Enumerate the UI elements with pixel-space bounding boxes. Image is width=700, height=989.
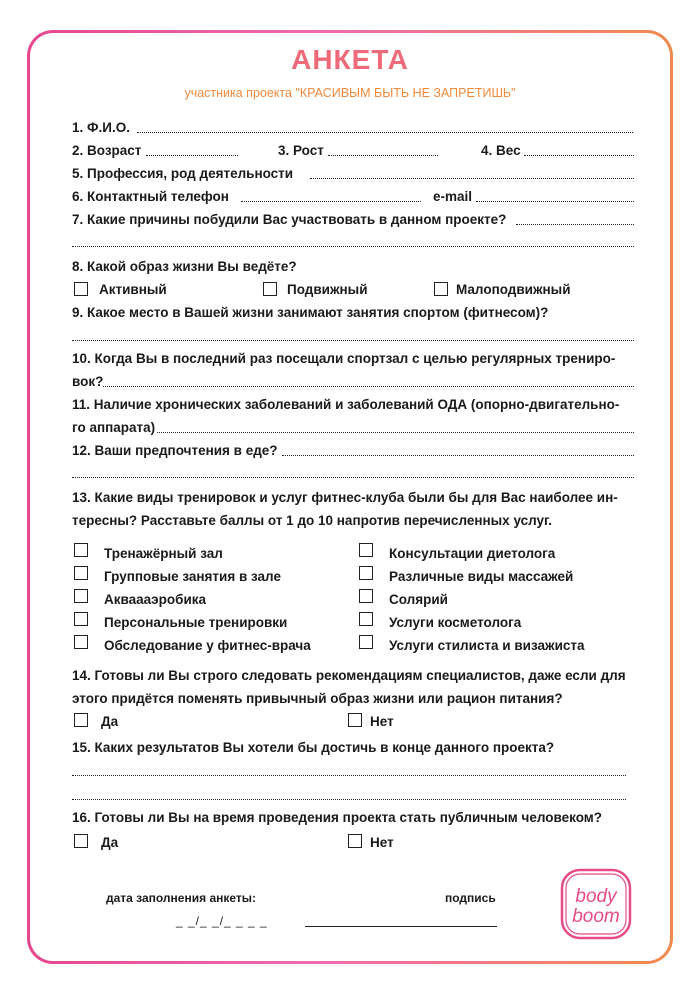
q7-label: 7. Какие причины побудили Вас участвовать в данном проекте? (72, 212, 507, 227)
q13-label-2: тересны? Расставьте баллы от 1 до 10 напротив перечисленных услуг. (72, 513, 553, 528)
q8-active-label: Активный (99, 282, 167, 297)
email-field[interactable] (476, 201, 634, 202)
q15-field-2[interactable] (72, 799, 626, 800)
q14-yes-checkbox[interactable] (74, 713, 88, 727)
weight-field[interactable] (524, 155, 634, 156)
q13-massage-checkbox[interactable] (359, 566, 373, 580)
q13-doctor-label: Обследование у фитнес-врача (104, 638, 311, 653)
page-title: АНКЕТА (291, 44, 409, 75)
age-field[interactable] (146, 155, 238, 156)
q14-no-label: Нет (370, 714, 394, 729)
q14-label-1: 14. Готовы ли Вы строго следовать рекомендациям специалистов, даже если для (72, 668, 626, 683)
q13-label-1: 13. Какие виды тренировок и услуг фитнес-клуба были бы для Вас наиболее ин- (72, 490, 618, 505)
q7-field-1[interactable] (516, 224, 634, 225)
q11-label-1: 11. Наличие хронических заболеваний и заболеваний ОДА (опорно-двигательно- (72, 397, 620, 412)
q12-field-2[interactable] (72, 477, 634, 478)
q16-label: 16. Готовы ли Вы на время проведения проекта стать публичным человеком? (72, 810, 603, 825)
date-label: дата заполнения анкеты: (106, 891, 257, 905)
fio-label: 1. Ф.И.О. (72, 120, 130, 135)
q13-personal-checkbox[interactable] (74, 612, 88, 626)
q13-massage-label: Различные виды массажей (389, 569, 574, 584)
page-subtitle: участника проекта "КРАСИВЫМ БЫТЬ НЕ ЗАПРЕТИШЬ" (184, 86, 516, 100)
q14-yes-label: Да (101, 714, 119, 729)
q16-no-label: Нет (370, 835, 394, 850)
q13-aqua-checkbox[interactable] (74, 589, 88, 603)
age-label: 2. Возраст (72, 143, 142, 158)
q12-label: 12. Ваши предпочтения в еде? (72, 443, 278, 458)
q13-gym-label: Тренажёрный зал (104, 546, 223, 561)
q12-field-1[interactable] (282, 455, 634, 456)
q14-no-checkbox[interactable] (348, 713, 362, 727)
q11-field[interactable] (157, 432, 634, 433)
q8-sedentary-checkbox[interactable] (434, 282, 448, 296)
q13-cosmetology-label: Услуги косметолога (389, 615, 522, 630)
q13-aqua-label: Акваааэробика (104, 592, 207, 607)
q8-mobile-label: Подвижный (287, 282, 368, 297)
q8-label: 8. Какой образ жизни Вы ведёте? (72, 259, 297, 274)
q8-mobile-checkbox[interactable] (263, 282, 277, 296)
signature-field[interactable] (305, 926, 497, 927)
q10-label-1: 10. Когда Вы в последний раз посещали спортзал с целью регулярных трениро- (72, 351, 616, 366)
q13-stylist-checkbox[interactable] (359, 635, 373, 649)
q9-label: 9. Какое место в Вашей жизни занимают занятия спортом (фитнесом)? (72, 305, 549, 320)
q13-doctor-checkbox[interactable] (74, 635, 88, 649)
logo-text-body: body (575, 886, 617, 907)
profession-label: 5. Профессия, род деятельности (72, 166, 294, 181)
q13-diet-label: Консультации диетолога (389, 546, 556, 561)
q13-solarium-label: Солярий (389, 592, 448, 607)
profession-field[interactable] (310, 178, 634, 179)
q13-solarium-checkbox[interactable] (359, 589, 373, 603)
q16-yes-label: Да (101, 835, 119, 850)
height-field[interactable] (328, 155, 438, 156)
signature-label: подпись (445, 891, 496, 905)
q8-active-checkbox[interactable] (74, 282, 88, 296)
q11-label-2: го аппарата) (72, 420, 156, 435)
q13-diet-checkbox[interactable] (359, 543, 373, 557)
phone-field[interactable] (241, 201, 421, 202)
q15-field-1[interactable] (72, 775, 626, 776)
q7-field-2[interactable] (72, 246, 634, 247)
date-field[interactable]: _ _/_ _/_ _ _ _ (176, 914, 268, 928)
q14-label-2: этого придётся поменять привычный образ жизни или рацион питания? (72, 691, 563, 706)
q13-gym-checkbox[interactable] (74, 543, 88, 557)
q13-cosmetology-checkbox[interactable] (359, 612, 373, 626)
q13-group-label: Групповые занятия в зале (104, 569, 281, 584)
q9-field[interactable] (72, 340, 634, 341)
weight-label: 4. Вес (481, 143, 521, 158)
q8-sedentary-label: Малоподвижный (456, 282, 571, 297)
q16-no-checkbox[interactable] (348, 834, 362, 848)
q16-yes-checkbox[interactable] (74, 834, 88, 848)
height-label: 3. Рост (278, 143, 324, 158)
q10-field[interactable] (103, 386, 634, 387)
email-label: e-mail (433, 189, 473, 204)
q10-label-2: вок? (72, 374, 104, 389)
q15-label: 15. Каких результатов Вы хотели бы достичь в конце данного проекта? (72, 740, 555, 755)
q13-stylist-label: Услуги стилиста и визажиста (389, 638, 585, 653)
q13-personal-label: Персональные тренировки (104, 615, 288, 630)
fio-field[interactable] (137, 132, 633, 133)
phone-label: 6. Контактный телефон (72, 189, 229, 204)
logo-text-boom: boom (572, 906, 620, 927)
bodyboom-logo (560, 868, 632, 940)
q13-group-checkbox[interactable] (74, 566, 88, 580)
